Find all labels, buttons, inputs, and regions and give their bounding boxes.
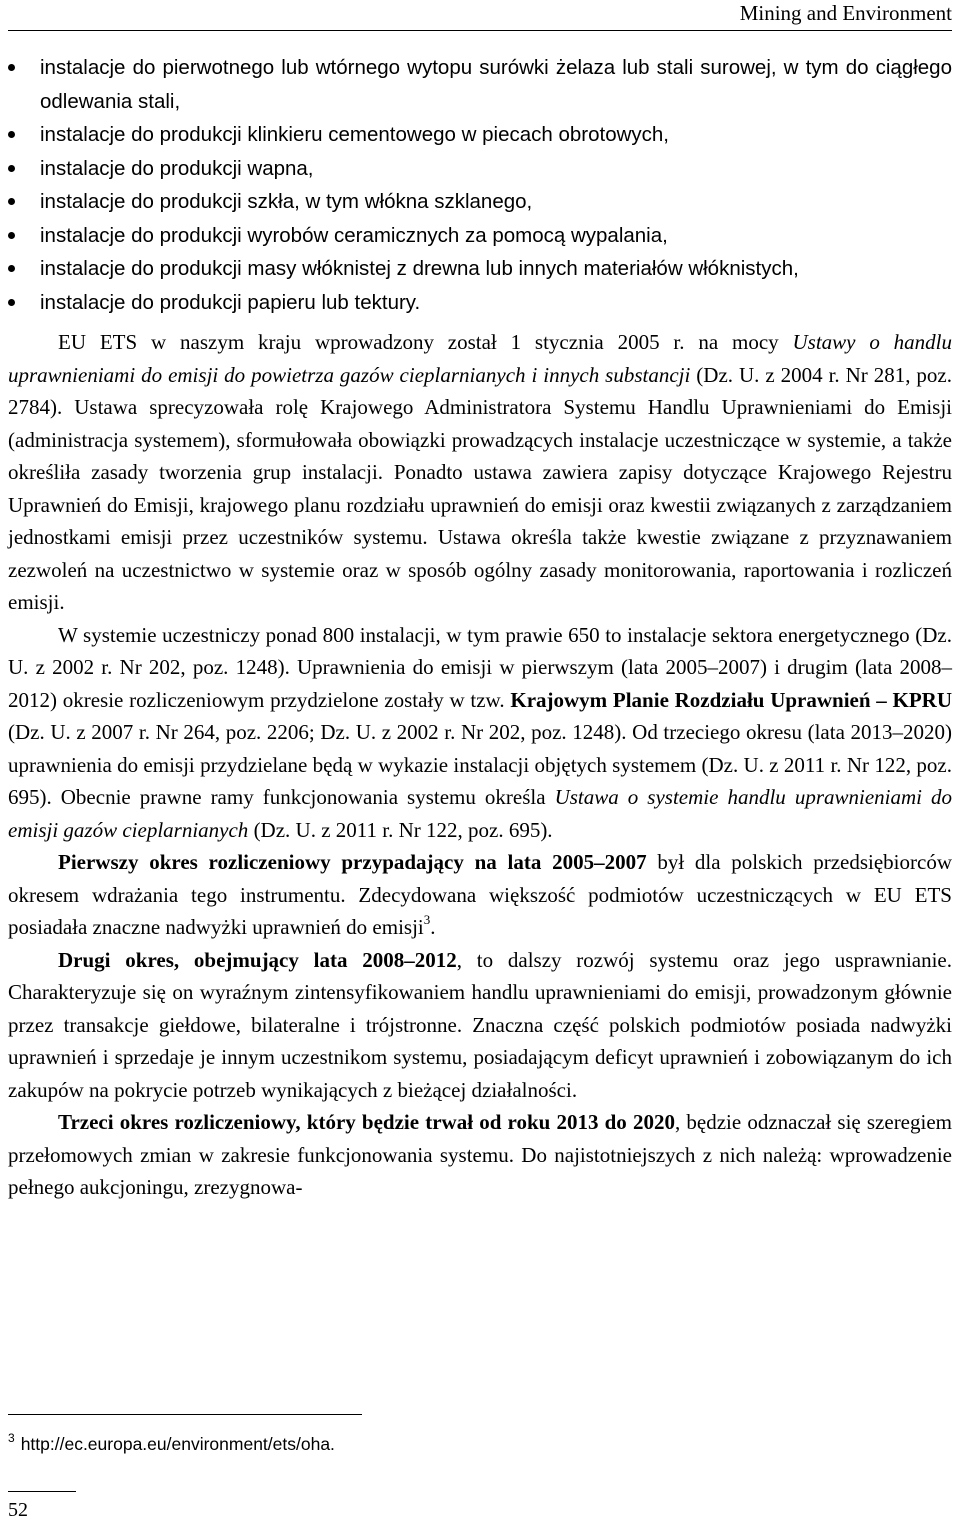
list-item-text: instalacje do produkcji wyrobów ceramicznych za pomocą wypalania,: [40, 223, 668, 247]
page-body: [8, 51, 952, 1204]
list-item-text: instalacje do produkcji szkła, w tym włókna szklanego,: [40, 190, 533, 213]
footnote-number: 3: [8, 1431, 15, 1445]
text-run: (Dz. U. z 2011 r. Nr 122, poz. 695).: [248, 817, 553, 842]
italic-law-title: Ustawa o systemie handlu uprawnieniami do emisji gazów cieplarnianych: [8, 785, 953, 842]
document-page: [8, 0, 952, 1521]
list-item: [8, 152, 952, 186]
paragraph-first-period: [8, 846, 952, 944]
bold-second-period: Drugi okres, obejmujący lata 2008–2012: [58, 947, 457, 972]
text-run: był dla polskich przedsiębiorców okresem wdrażania tego instrumentu. Zdecydowana większość podmiotów uczestniczących w EU ETS posiadała znaczne nadwyżki uprawnień do emisji: [8, 850, 952, 939]
list-item: [8, 219, 952, 253]
footnote: [8, 1426, 335, 1456]
footnote-ref[interactable]: 3: [423, 912, 431, 927]
list-item: [8, 51, 952, 118]
list-item-text: instalacje do produkcji klinkieru cementowego w piecach obrotowych,: [40, 123, 669, 146]
footnote-link[interactable]: http://ec.europa.eu/environment/ets/oha.: [20, 1434, 335, 1454]
paragraph-third-period: [8, 1106, 952, 1204]
bold-third-period: Trzeci okres rozliczeniowy, który będzie trwał od roku 2013 do 2020: [58, 1110, 675, 1134]
list-item: [8, 286, 952, 320]
page-number-rule: [8, 1491, 76, 1492]
text-run: (Dz. U. z 2007 r. Nr 264, poz. 2206; Dz. U. z 2002 r. Nr 202, poz. 1248). Od trzeciego okresu (lata 2013–2020) uprawnienia do emisji przydzielane będą w wykazie instalacji objętych systemem (Dz. U. z 2011 r. Nr 122, poz. 695). Obecnie prawne ramy funkcjonowania systemu określa: [8, 720, 952, 809]
text-run: W systemie uczestniczy ponad 800 instalacji, w tym prawie 650 to instalacje sektora energetycznego (Dz. U. z 2002 r. Nr 202, poz. 1248). Uprawnienia do emisji w pierwszym (lata 2005–2007) i drugim (lata 2008–2012) okresie rozliczeniowym przydzielone zostały w tzw.: [8, 622, 952, 712]
paragraph-eu-ets-intro: [8, 326, 952, 619]
list-item-text: instalacje do produkcji wapna,: [40, 156, 314, 180]
installation-list: [8, 51, 952, 319]
bold-kpru: Krajowym Planie Rozdziału Uprawnień – KPRU: [510, 687, 953, 712]
list-item-text: instalacje do produkcji masy włóknistej z drewna lub innych materiałów włóknistych,: [40, 257, 799, 280]
paragraph-participants: [8, 619, 952, 847]
running-header: Mining and Environment: [739, 1, 952, 25]
page-number: 52: [8, 1499, 28, 1521]
text-run: (Dz. U. z 2004 r. Nr 281, poz. 2784). Ustawa sprecyzowała rolę Krajowego Administratora Systemu Handlu Uprawnieniami do Emisji (administracja systemem), sformułowała obowiązki prowadzących instalacje uczestniczące w systemie, a także określiła zasady tworzenia grup instalacji. Ponadto ustawa zawiera zapisy dotyczące Krajowego Rejestru Uprawnień do Emisji, krajowego planu rozdziału uprawnień do emisji oraz kwestii związanych z zarządzaniem jednostkami emisji przez uczestników systemu. Ustawa określa także kwestie związane z przyznawaniem zezwoleń na uczestnictwo w systemie oraz w sposób ogólny zasady monitorowania, raportowania i rozliczeń emisji.: [8, 362, 952, 614]
text-run: , to dalszy rozwój systemu oraz jego usprawnianie. Charakteryzuje się on wyraźnym zintensyfikowaniem handlu uprawnieniami do emisji, prowadzonym głównie przez transakcje giełdowe, bilateralne i trójstronne. Znaczna część polskich podmiotów posiada nadwyżki uprawnień i sprzedaje je innym uczestnikom systemu, posiadającym deficyt uprawnień i zobowiązanym do ich zakupów na pokrycie potrzeb wynikających z bieżącej działalności.: [8, 947, 953, 1102]
list-item-text: instalacje do pierwotnego lub wtórnego wytopu surówki żelaza lub stali surowej, w tym do ciągłego odlewania stali,: [40, 56, 952, 113]
list-item: [8, 252, 952, 286]
list-item-text: instalacje do produkcji papieru lub tektury.: [40, 290, 421, 314]
text-run: EU ETS w naszym kraju wprowadzony został 1 stycznia 2005 r. na mocy: [58, 330, 793, 354]
footnote-rule: [8, 1414, 362, 1415]
text-run: , będzie odznaczał się szeregiem przełomowych zmian w zakresie funkcjonowania systemu. Do najistotniejszych z nich należą: wprowadzenie pełnego aukcjoningu, zrezygnowa-: [8, 1110, 952, 1199]
italic-law-title: Ustawy o handlu uprawnieniami do emisji do powietrza gazów cieplarnianych i innych substancji: [8, 330, 952, 387]
list-item: [8, 185, 952, 219]
paragraph-second-period: [8, 944, 952, 1107]
text-run: .: [430, 915, 436, 939]
header-rule: [8, 30, 952, 31]
bold-first-period: Pierwszy okres rozliczeniowy przypadający na lata 2005–2007: [58, 850, 647, 874]
list-item: [8, 118, 952, 152]
